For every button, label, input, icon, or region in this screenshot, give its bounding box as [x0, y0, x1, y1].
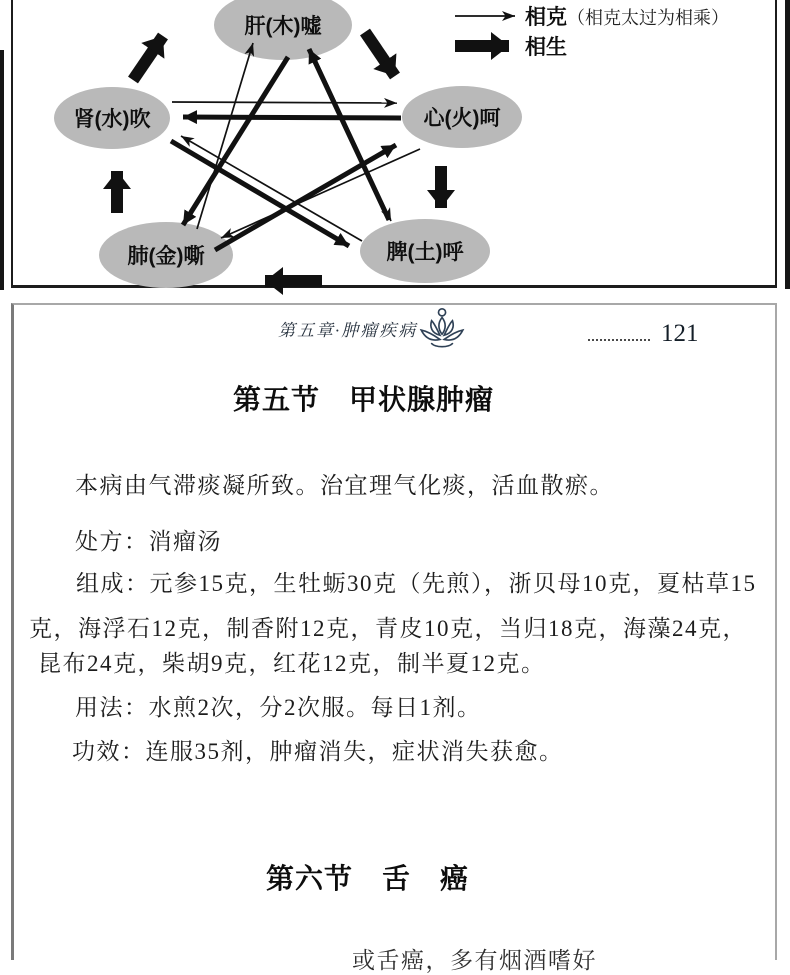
- arrow-wu-pi-to-gan: [309, 49, 389, 220]
- diagram-legend: [455, 5, 729, 59]
- arrow-wu-xin-to-shen: [183, 117, 401, 118]
- body-line: 组成：元参15克，生牡蛎30克（先煎），浙贝母10克，夏枯草15: [76, 571, 757, 596]
- element-node-label-fei: 肺(金)嘶: [127, 245, 205, 268]
- section6-title: 第六节 舌 癌: [266, 863, 470, 894]
- five-element-diagram: [13, 0, 775, 285]
- lotus-ornament-icon: [416, 306, 466, 352]
- legend-restrain-label: 相克（相克太过为相乘）: [525, 6, 729, 29]
- element-node-label-xin: 心(火)呵: [423, 107, 501, 130]
- body-line: 昆布24克，柴胡9克，红花12克，制半夏12克。: [38, 651, 546, 676]
- arrow-wu-fei-to-xin: [215, 145, 396, 250]
- five-element-diagram-block: [11, 0, 777, 288]
- arrow-sheng-gan-to-xin: [365, 32, 395, 76]
- dotted-leader: [588, 330, 650, 341]
- scan-edge-right: [785, 0, 790, 289]
- arrow-sheng-shen-to-gan: [133, 36, 163, 80]
- scan-edge-left: [0, 50, 4, 290]
- body-line: 用法：水煎2次，分2次服。每日1剂。: [75, 695, 482, 720]
- chapter-running-header: 第五章·肿瘤疾病: [278, 321, 418, 340]
- body-line: 处方：消瘤汤: [75, 529, 222, 554]
- element-node-label-gan: 肝(木)嘘: [244, 15, 322, 38]
- body-line: 克，海浮石12克，制香附12克，青皮10克，当归18克，海藻24克，: [29, 616, 747, 641]
- arrow-ke-shen-to-xin: [172, 102, 397, 103]
- clipped-bottom-line: 或舌癌，多有烟酒嗜好: [352, 948, 597, 973]
- arrow-ke-fei-to-gan: [197, 43, 253, 229]
- element-node-label-shen: 肾(水)吹: [73, 108, 151, 131]
- element-node-label-pi: 脾(土)呼: [386, 241, 464, 264]
- section5-title: 第五节 甲状腺肿瘤: [233, 384, 495, 415]
- body-line: 本病由气滞痰凝所致。治宜理气化痰，活血散瘀。: [75, 473, 614, 498]
- legend-generate-label: 相生: [525, 36, 567, 59]
- page-number: 121: [661, 320, 699, 347]
- body-line: 功效：连服35剂，肿瘤消失，症状消失获愈。: [72, 739, 564, 764]
